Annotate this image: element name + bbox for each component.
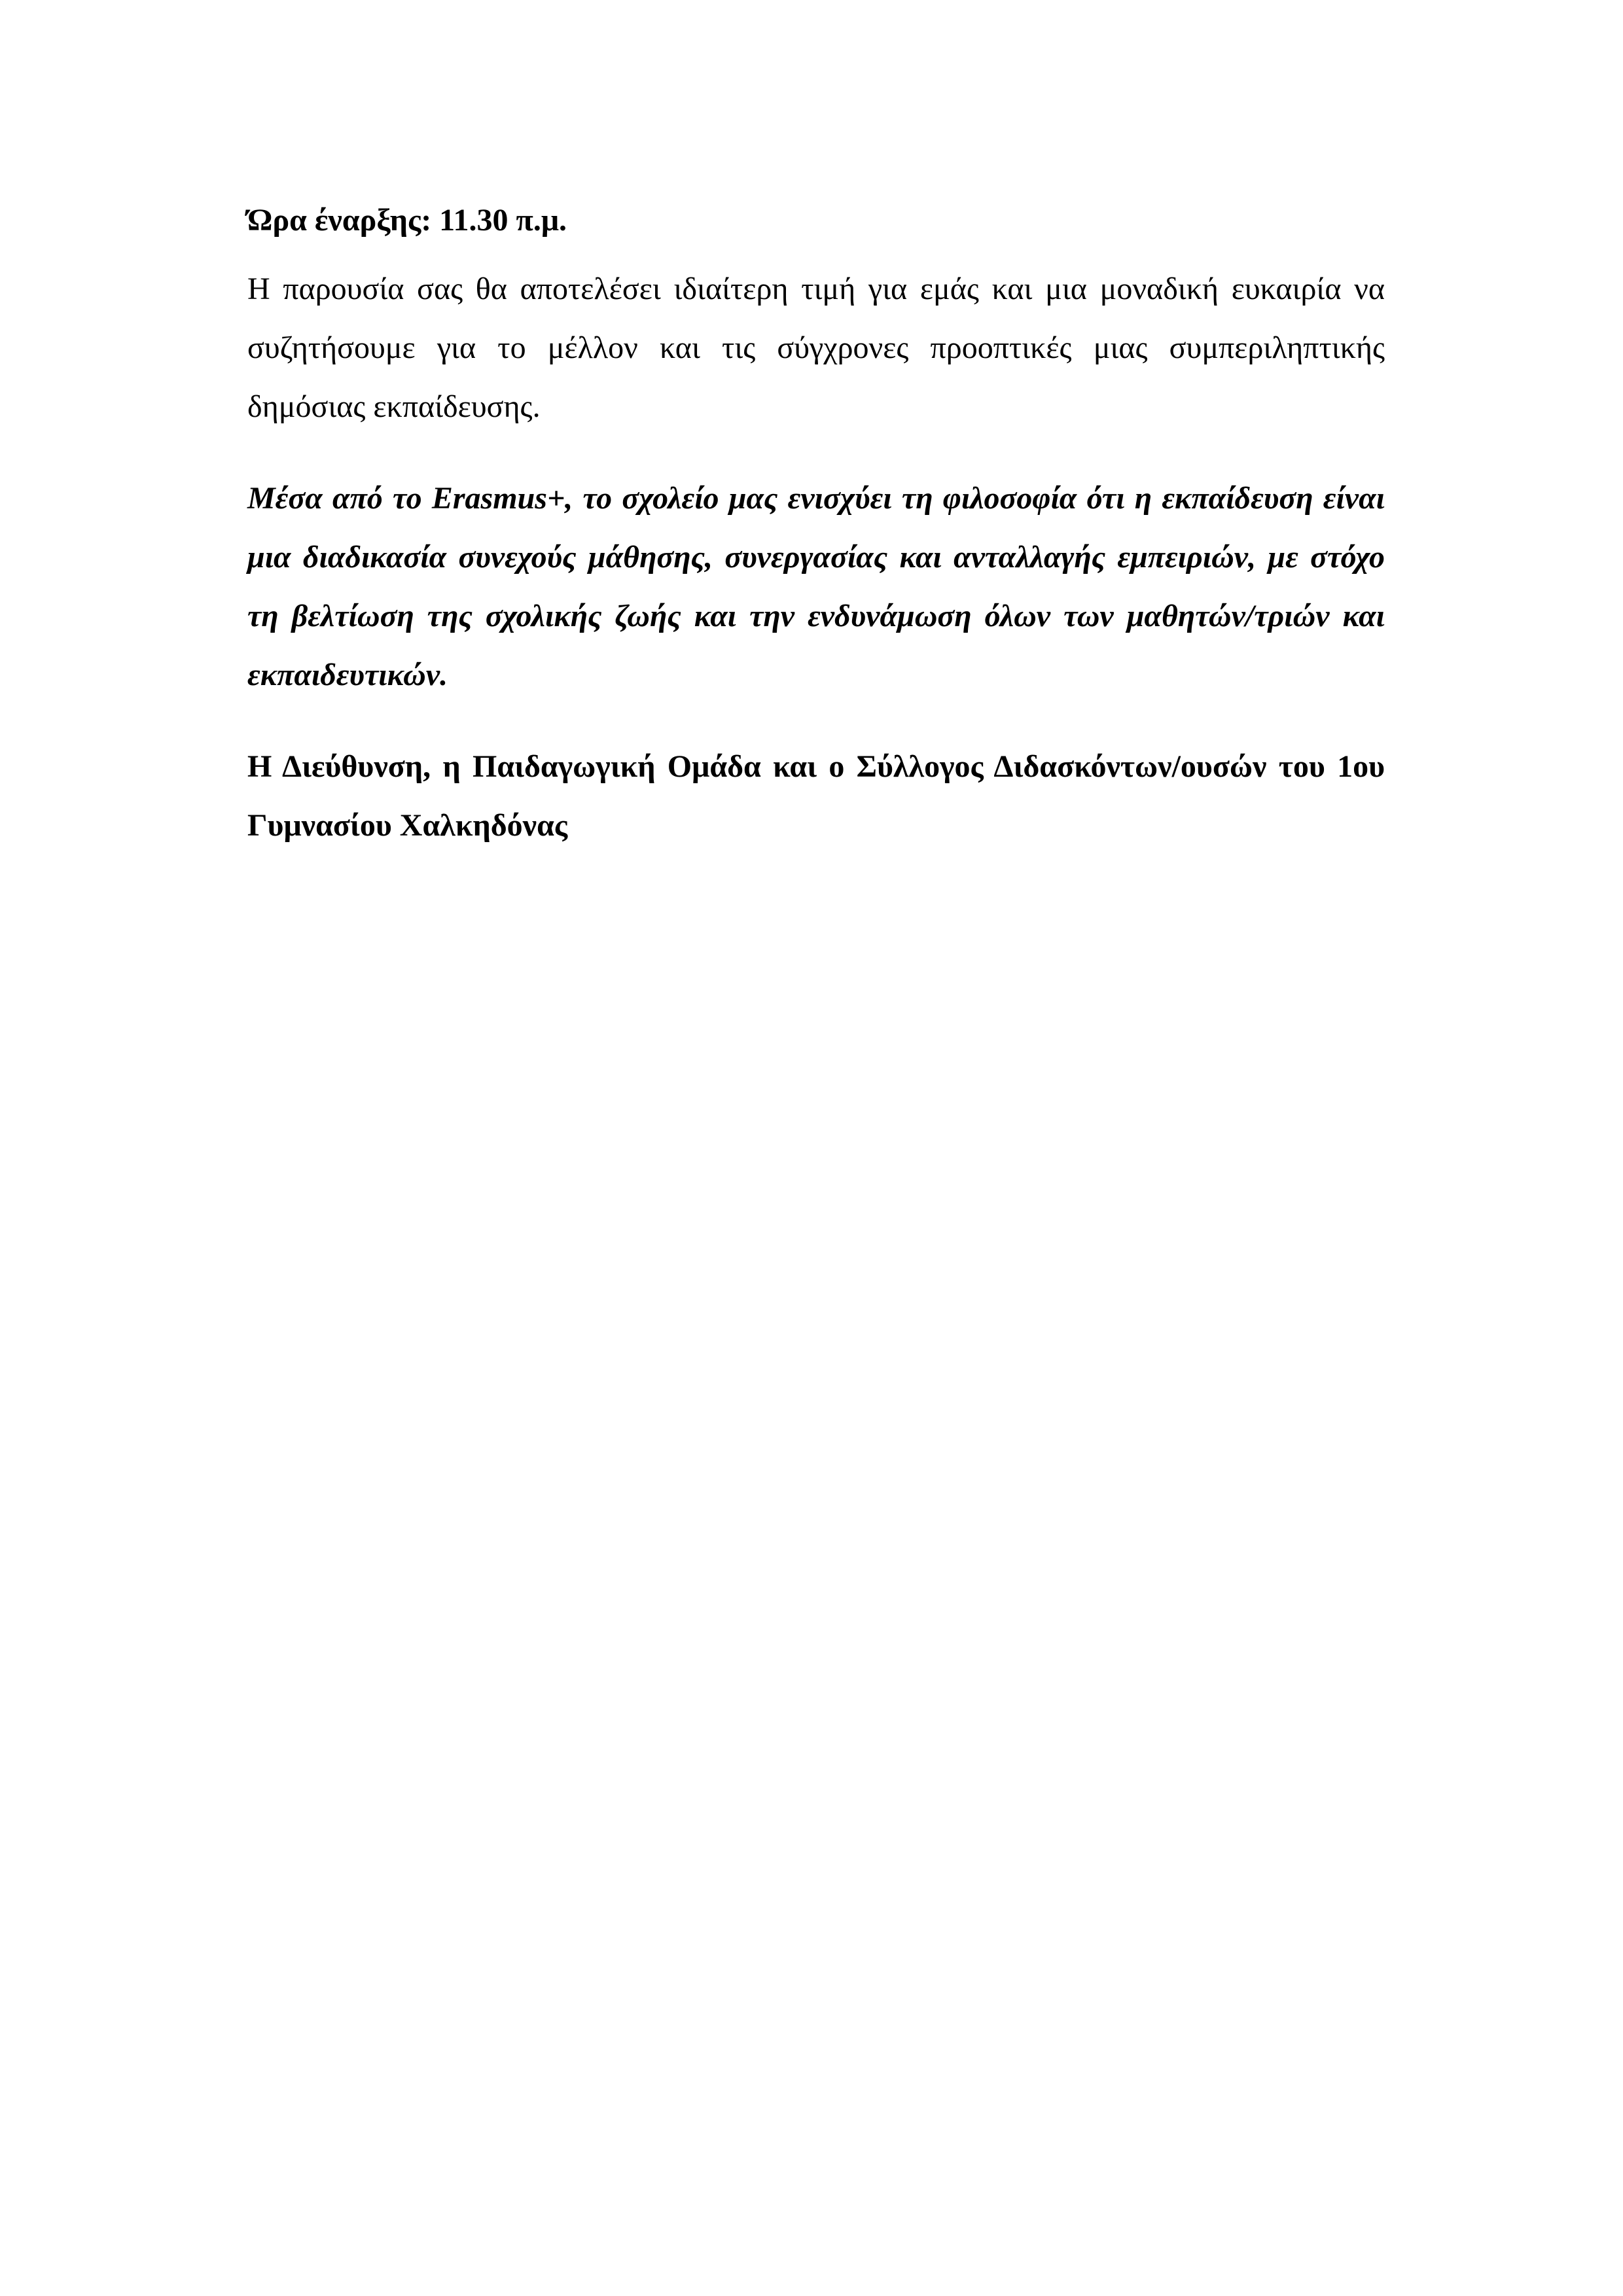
document-body [247, 191, 1385, 855]
invitation-paragraph: Η παρουσία σας θα αποτελέσει ιδιαίτερη τιμή για εμάς και μια μοναδική ευκαιρία να συζητήσουμε για το μέλλον και τις σύγχρονες προοπτικές μιας συμπεριληπτικής δημόσιας εκπαίδευσης. [247, 272, 1385, 424]
start-time: Ώρα έναρξης: 11.30 π.μ. [247, 203, 567, 238]
erasmus-statement: Μέσα από το Erasmus+, το σχολείο μας ενισχύει τη φιλοσοφία ότι η εκπαίδευση είναι μια διαδικασία συνεχούς μάθησης, συνεργασίας και ανταλλαγής εμπειριών, με στόχο τη βελτίωση της σχολικής ζωής και την ενδυνάμωση όλων των μαθητών/τριών και εκπαιδευτικών. [247, 481, 1385, 692]
signature: Η Διεύθυνση, η Παιδαγωγική Ομάδα και ο Σύλλογος Διδασκόντων/ουσών του 1ου Γυμνασίου Χαλκηδόνας [247, 749, 1385, 843]
